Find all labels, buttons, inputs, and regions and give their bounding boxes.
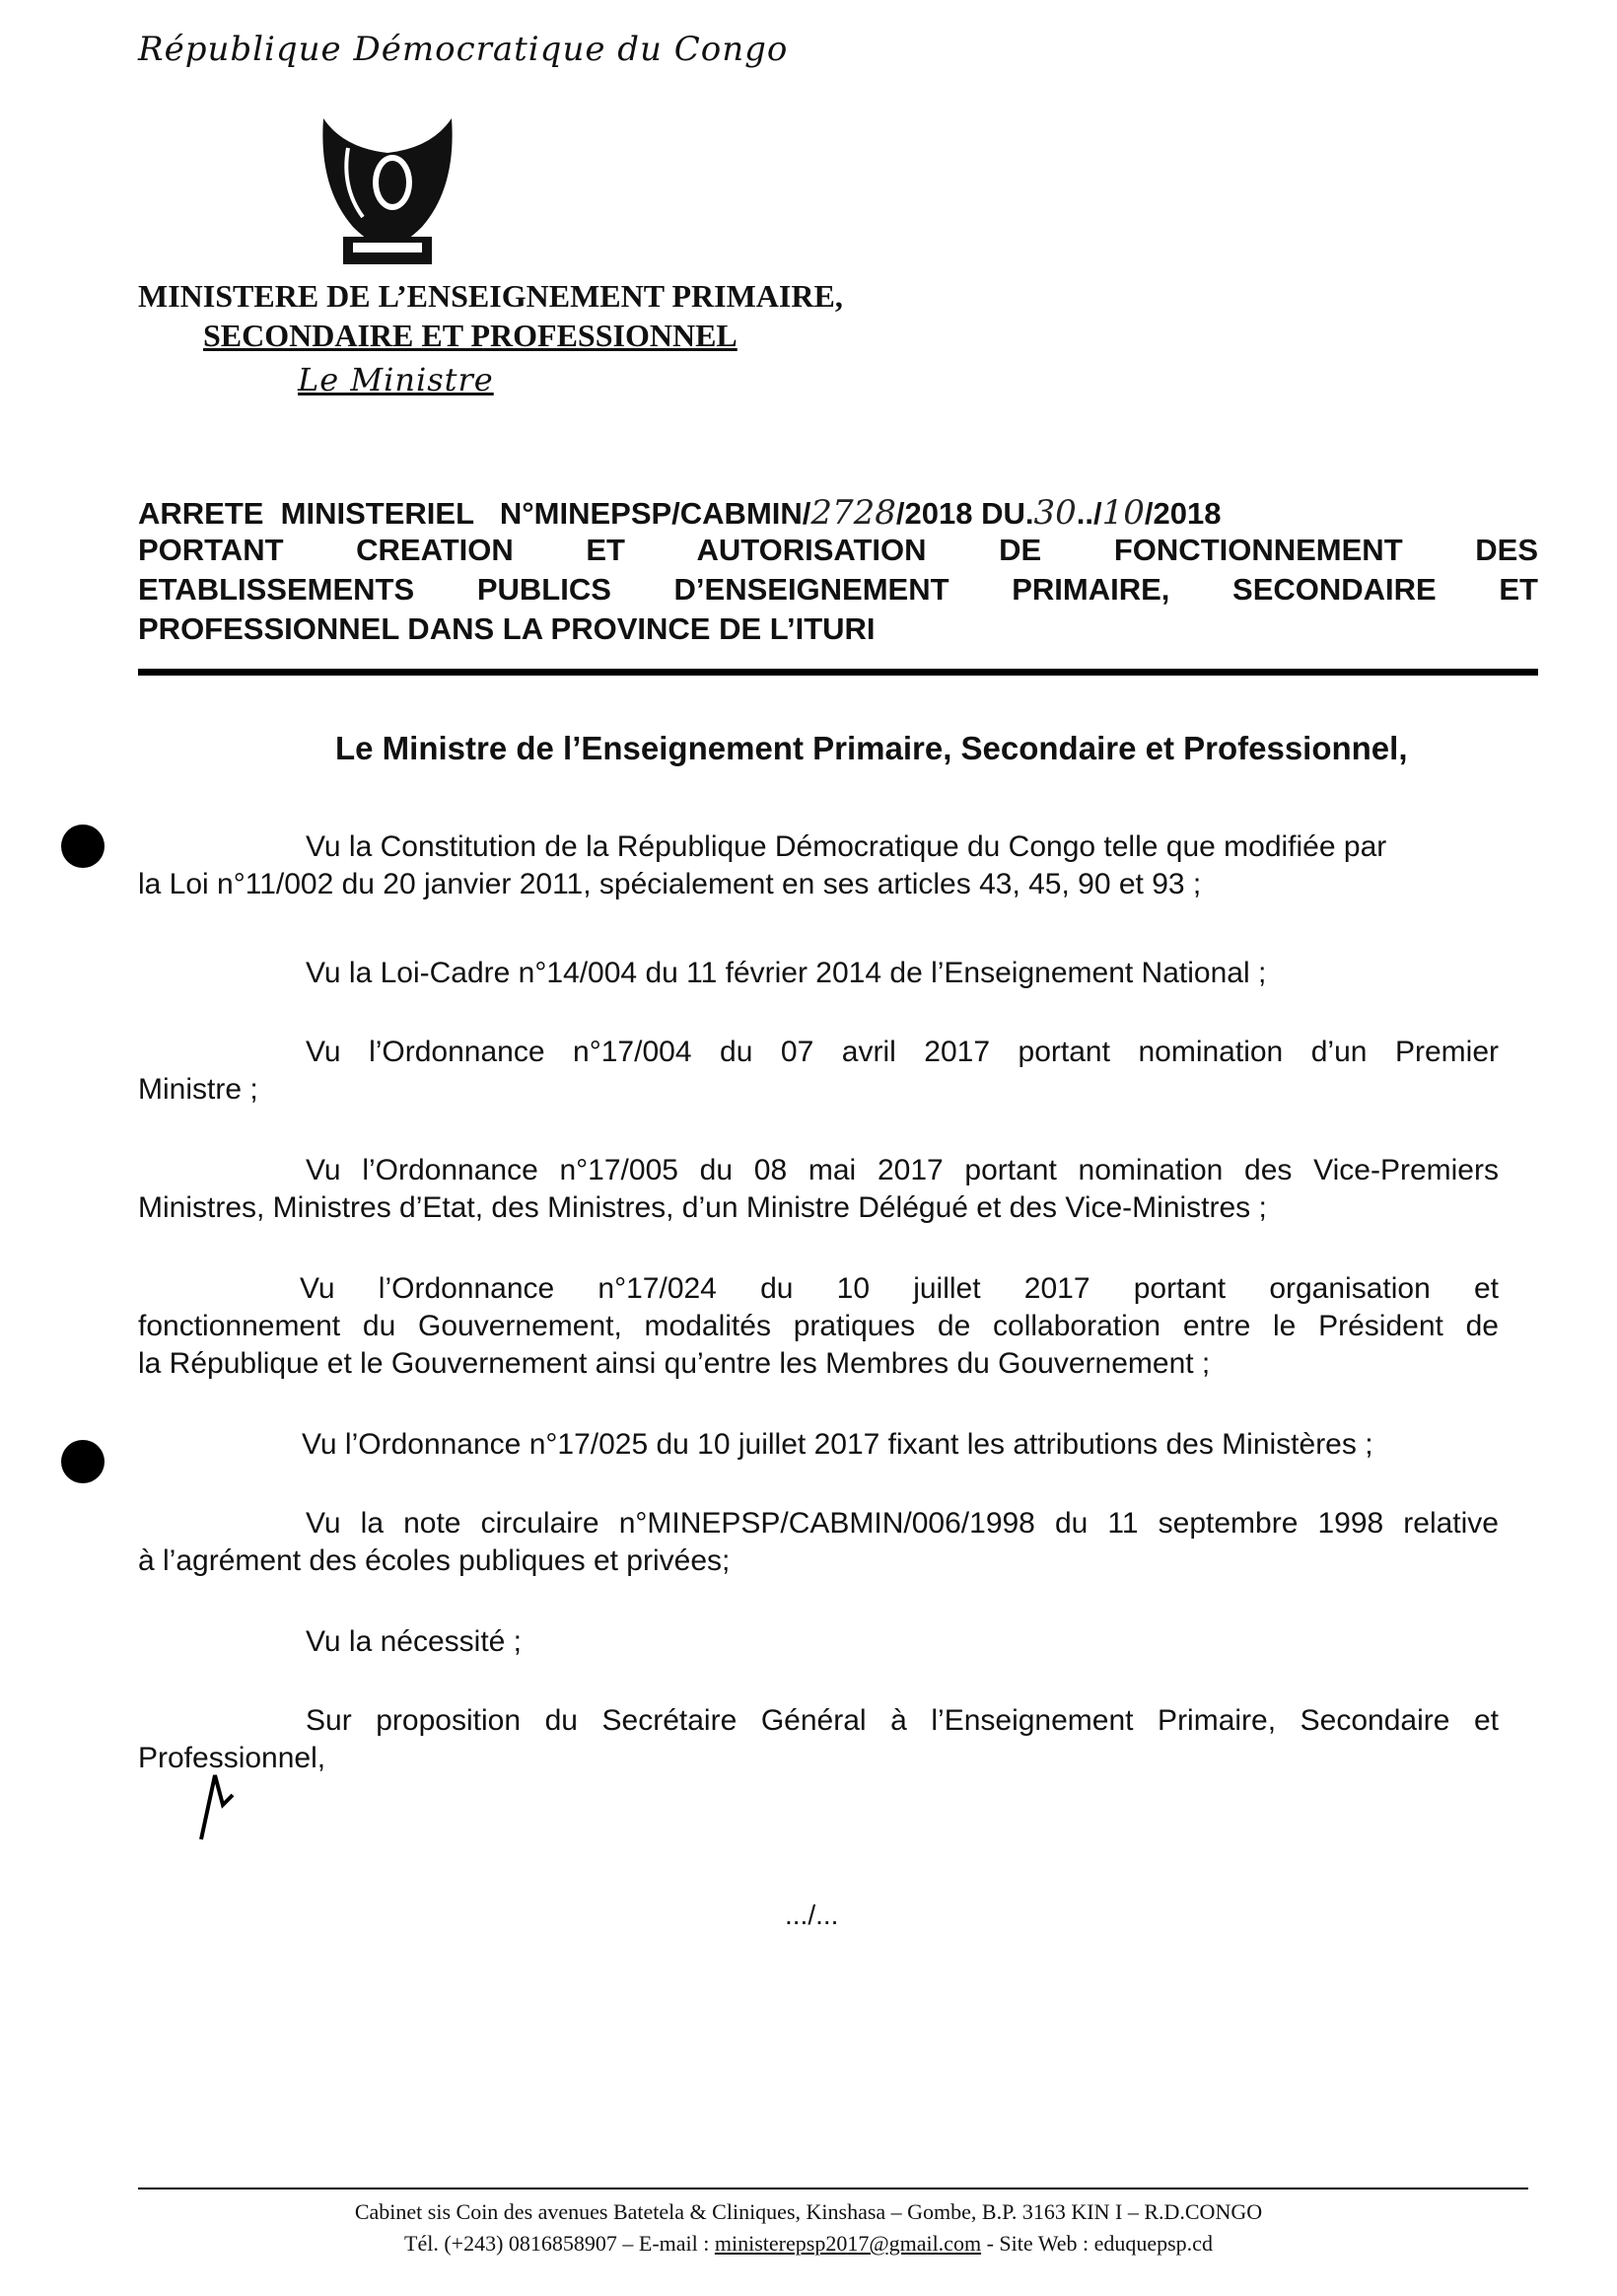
arrete-year: /2018 DU. (895, 496, 1034, 531)
arrete-month-handwritten: 10 (1101, 493, 1145, 533)
arrete-number-handwritten: 2728 (810, 493, 896, 533)
arrete-prefix: ARRETE MINISTERIEL N°MINEPSP/CABMIN/2728/2018 DU.30../10/2018 (138, 493, 1222, 533)
paragraph-line: fonctionnement du Gouvernement, modalités pratiques de collaboration entre le Président de (138, 1310, 1499, 1342)
paragraph-ordonnance-attributions (302, 1426, 1373, 1464)
paragraph-line: Professionnel, (138, 1742, 326, 1774)
paragraph-line: Vu l’Ordonnance n°17/005 du 08 mai 2017 portant nomination des Vice-Premiers (306, 1154, 1499, 1186)
footer-divider (138, 2188, 1528, 2189)
paragraph-line: Ministre ; (138, 1073, 258, 1106)
paragraph-line: Vu l’Ordonnance n°17/025 du 10 juillet 2017 fixant les attributions des Ministères ; (302, 1428, 1373, 1461)
paragraph-line: Vu l’Ordonnance n°17/004 du 07 avril 2017 portant nomination d’un Premier (306, 1036, 1499, 1068)
paragraph-line: Vu la note circulaire n°MINEPSP/CABMIN/006/1998 du 11 septembre 1998 relative (306, 1507, 1499, 1540)
arrete-year-end: /2018 (1144, 496, 1222, 531)
arrete-title-line3: ETABLISSEMENTS PUBLICS D’ENSEIGNEMENT PRIMAIRE, SECONDAIRE ET (138, 572, 1538, 607)
paragraph-constitution (138, 828, 1499, 903)
paragraph-line: Sur proposition du Secrétaire Général à l’Enseignement Primaire, Secondaire et (306, 1704, 1499, 1737)
footer-website: - Site Web : eduquepsp.cd (981, 2231, 1213, 2256)
arrete-day-handwritten: 30 (1033, 493, 1077, 533)
republic-heading: République Démocratique du Congo (138, 30, 789, 69)
handwritten-initial (193, 1765, 243, 1844)
title-divider (138, 669, 1538, 676)
paragraph-line: à l’agrément des écoles publiques et privées; (138, 1544, 731, 1577)
paragraph-ordonnance-premier-ministre (138, 1034, 1499, 1109)
footer-telephone: Tél. (+243) 0816858907 – E-mail : (404, 2231, 715, 2256)
paragraph-line: la Loi n°11/002 du 20 janvier 2011, spécialement en ses articles 43, 45, 90 et 93 ; (138, 868, 1202, 900)
paragraph-line: la République et le Gouvernement ainsi qu’entre les Membres du Gouvernement ; (138, 1347, 1211, 1380)
paragraph-line: Ministres, Ministres d’Etat, des Ministres, d’un Ministre Délégué et des Vice-Ministres ; (138, 1191, 1267, 1224)
footer-address: Cabinet sis Coin des avenues Batetela & Cliniques, Kinshasa – Gombe, B.P. 3163 KIN I – R.D.CONGO (354, 2199, 1263, 2224)
paragraph-ordonnance-gouvernement (138, 1270, 1499, 1383)
paragraph-ordonnance-vice-premiers (138, 1152, 1499, 1227)
ministry-name-line1: MINISTERE DE L’ENSEIGNEMENT PRIMAIRE, (138, 278, 843, 314)
minister-heading: Le Ministre de l’Enseignement Primaire, Secondaire et Professionnel, (335, 730, 1408, 766)
paragraph-loi-cadre (306, 955, 1266, 992)
footer-contact (0, 2231, 1617, 2257)
ministry-name-line2: SECONDAIRE ET PROFESSIONNEL (203, 318, 738, 353)
coat-of-arms-emblem (314, 108, 461, 266)
paragraph-line: Vu l’Ordonnance n°17/024 du 10 juillet 2017 portant organisation et (300, 1272, 1499, 1305)
paragraph-necessite (306, 1623, 522, 1661)
arrete-title-line2: PORTANT CREATION ET AUTORISATION DE FONCTIONNEMENT DES (138, 533, 1538, 567)
paragraph-proposition (138, 1702, 1499, 1777)
footer-email-link[interactable]: ministerepsp2017@gmail.com (714, 2231, 982, 2256)
paragraph-line: Vu la Constitution de la République Démocratique du Congo telle que modifiée par (306, 830, 1387, 863)
le-ministre-label: Le Ministre (298, 361, 494, 398)
punch-hole-top (61, 825, 105, 868)
paragraph-line: Vu la Loi-Cadre n°14/004 du 11 février 2014 de l’Enseignement National ; (306, 957, 1267, 989)
paragraph-note-circulaire (138, 1505, 1499, 1580)
punch-hole-bottom (61, 1440, 105, 1483)
arrete-title-line4: PROFESSIONNEL DANS LA PROVINCE DE L’ITURI (138, 611, 876, 646)
paragraph-line: Vu la nécessité ; (306, 1625, 523, 1658)
arrete-title-line1 (138, 493, 1538, 533)
continuation-mark: .../... (785, 1900, 839, 1930)
